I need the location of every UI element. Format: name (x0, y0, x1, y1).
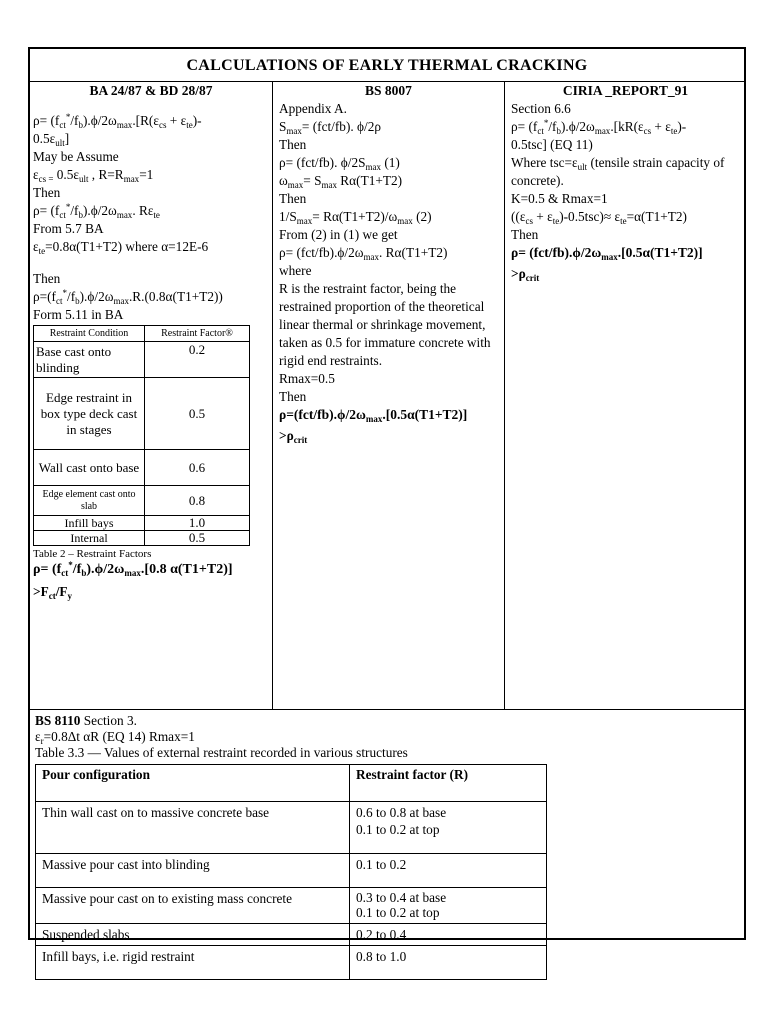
bs8110-table-title: Table 3.3 — Values of external restraint recorded in various structures (35, 745, 408, 760)
table-row: Base cast onto blinding 0.2 (34, 342, 250, 378)
ciria-heading: CIRIA _REPORT_91 (562, 83, 689, 98)
bs8007-eq-combined: $\rho= (fct/fb).\phi/2\omega_{max}$. Rα(T1+T2) (279, 245, 448, 262)
table-row: Edge restraint in box type deck cast in stages 0.5 (34, 378, 250, 450)
ba-assumption: $\varepsilon_{cs =}$ $0.5\varepsilon_{ult}$ , $R=R_{max}=1$ (33, 167, 154, 184)
ciria-rho-equation: $\rho= (f_{ct}^*/f_b).\phi/2\omega_{max}.[kR(\varepsilon_{cs} + \varepsilon_{te})-$ (511, 118, 687, 136)
ba-ete-equation: $\varepsilon_{te}=0.8\alpha(T1+T2)$ where α=12E-6 (33, 239, 209, 256)
table-row: Massive pour cast into blinding 0.1 to 0.2 (36, 854, 547, 888)
table-caption: Table 2 – Restraint Factors (33, 548, 152, 560)
ciria-rho-equation-cont: 0.5tsc] (EQ 11) (511, 137, 593, 152)
ba-form-511: Form 5.11 in BA (33, 307, 124, 322)
table-header-row (36, 765, 547, 802)
bs8110-heading: BS 8110 Section 3. (35, 713, 137, 728)
ciria-where: Where $tsc=\varepsilon_{ult}$ (tensile strain capacity of concrete). (511, 155, 725, 188)
bs8007-then-3: Then (279, 389, 307, 404)
table-row: Infill bays, i.e. rigid restraint 0.8 to 1.0 (36, 946, 547, 980)
page-title: CALCULATIONS OF EARLY THERMAL CRACKING (30, 49, 744, 82)
bs8007-column (273, 81, 505, 709)
bs8007-eq-wmax: $\omega_{max}= S_{max}$ Rα(T1+T2) (279, 173, 403, 190)
ba-from-57: From 5.7 BA (33, 221, 104, 236)
ba-then-1: Then (33, 185, 61, 200)
bs8007-then-1: Then (279, 137, 307, 152)
table-row: Suspended slabs 0.2 to 0.4 (36, 924, 547, 946)
bs8110-section (30, 710, 744, 964)
bs8007-then-2: Then (279, 191, 307, 206)
bs8007-from-2: From (2) in (1) we get (279, 227, 398, 242)
ciria-section: Section 6.6 (511, 101, 571, 116)
table-header-factor: Restraint Factor® (145, 326, 250, 342)
calculation-sheet (28, 47, 746, 964)
ciria-column (505, 81, 746, 709)
ba-final-condition: $>F_{ct}/F_y$ (33, 584, 73, 601)
ba-final-equation: $\rho= (f_{ct}^*/f_b).\phi/2\omega_{max}.[0.8$ α(T1+T2)] (33, 560, 233, 578)
bs8110-equation: $\varepsilon_r=0.8\Delta t$ αR (EQ 14) Rmax=1 (35, 729, 195, 746)
table-row: Massive pour cast on to existing mass concrete 0.3 to 0.4 at base 0.1 to 0.2 at top (36, 888, 547, 924)
external-restraint-table (35, 764, 547, 980)
restraint-factor-table (33, 325, 250, 546)
bs8007-heading: BS 8007 (365, 83, 412, 98)
table-row: Internal 0.5 (34, 531, 250, 546)
bs8007-where: where (279, 263, 312, 278)
ciria-then: Then (511, 227, 539, 242)
table-row: Infill bays 1.0 (34, 516, 250, 531)
bs8007-eq1: ρ= (fct/fb). $\phi/2S_{max}$ (1) (279, 155, 400, 172)
ba-rho-expanded: $\rho=(f_{ct}^*/f_b).\phi/2\omega_{max}.R.(0.8\alpha(T1+T2))$ (33, 288, 223, 306)
ba-column (30, 81, 273, 709)
ciria-k-rmax: K=0.5 & Rmax=1 (511, 191, 608, 206)
ciria-approximation: $((\varepsilon_{cs} + \varepsilon_{te})-0.5tsc)\approx \varepsilon_{te}=\alpha(T1+T2)$ (511, 209, 687, 226)
bs8007-final-equation: $\rho=(fct/fb).\phi/2\omega_{max}.[0.5\alpha(T1+T2)]$ (279, 407, 468, 424)
header-restraint-factor: Restraint factor (R) (350, 765, 547, 802)
bs8007-appendix: Appendix A. (279, 101, 347, 116)
ba-rho-simplified: $\rho= (f_{ct}^*/f_b).\phi/2\omega_{max}$. $R\varepsilon_{te}$ (33, 202, 160, 220)
ba-rho-equation-cont: $0.5\varepsilon_{ult}$] (33, 131, 70, 148)
bs8007-smax: $S_{max}= (fct/fb)$. ϕ/2ρ (279, 119, 382, 136)
table-row: Wall cast onto base 0.6 (34, 450, 250, 486)
table-header-condition: Restraint Condition (34, 326, 145, 342)
header-pour-configuration: Pour configuration (36, 765, 350, 802)
ciria-final-condition: $>\rho_{crit}$ (511, 266, 540, 283)
bs8007-restraint-description: R is the restraint factor, being the restrained proportion of the theoretical linear thermal or shrinkage movement, taken as 0.5 for immature concrete with rigid end restraints. (279, 281, 491, 368)
ba-assume-text: May be Assume (33, 149, 119, 164)
ba-rho-equation: $\rho= (f_{ct}^*/f_b).\phi/2\omega_{max}.[R(\varepsilon_{cs} + \varepsilon_{te})-$ (33, 112, 202, 130)
table-row: Edge element cast onto slab 0.8 (34, 486, 250, 516)
bs8007-rmax: Rmax=0.5 (279, 371, 335, 386)
bs8007-final-condition: $>\rho_{crit}$ (279, 428, 308, 445)
ba-then-2: Then (33, 271, 61, 286)
bs8007-eq2: $1/S_{max}= R\alpha(T1+T2)/\omega_{max}$ (2) (279, 209, 432, 226)
table-header-row (34, 326, 250, 342)
table-row: Thin wall cast on to massive concrete base 0.6 to 0.8 at base 0.1 to 0.2 at top (36, 802, 547, 854)
ciria-final-equation: $\rho= (fct/fb).\phi/2\omega_{max}.[0.5\alpha(T1+T2)]$ (511, 245, 703, 262)
ba-heading: BA 24/87 & BD 28/87 (89, 83, 213, 98)
